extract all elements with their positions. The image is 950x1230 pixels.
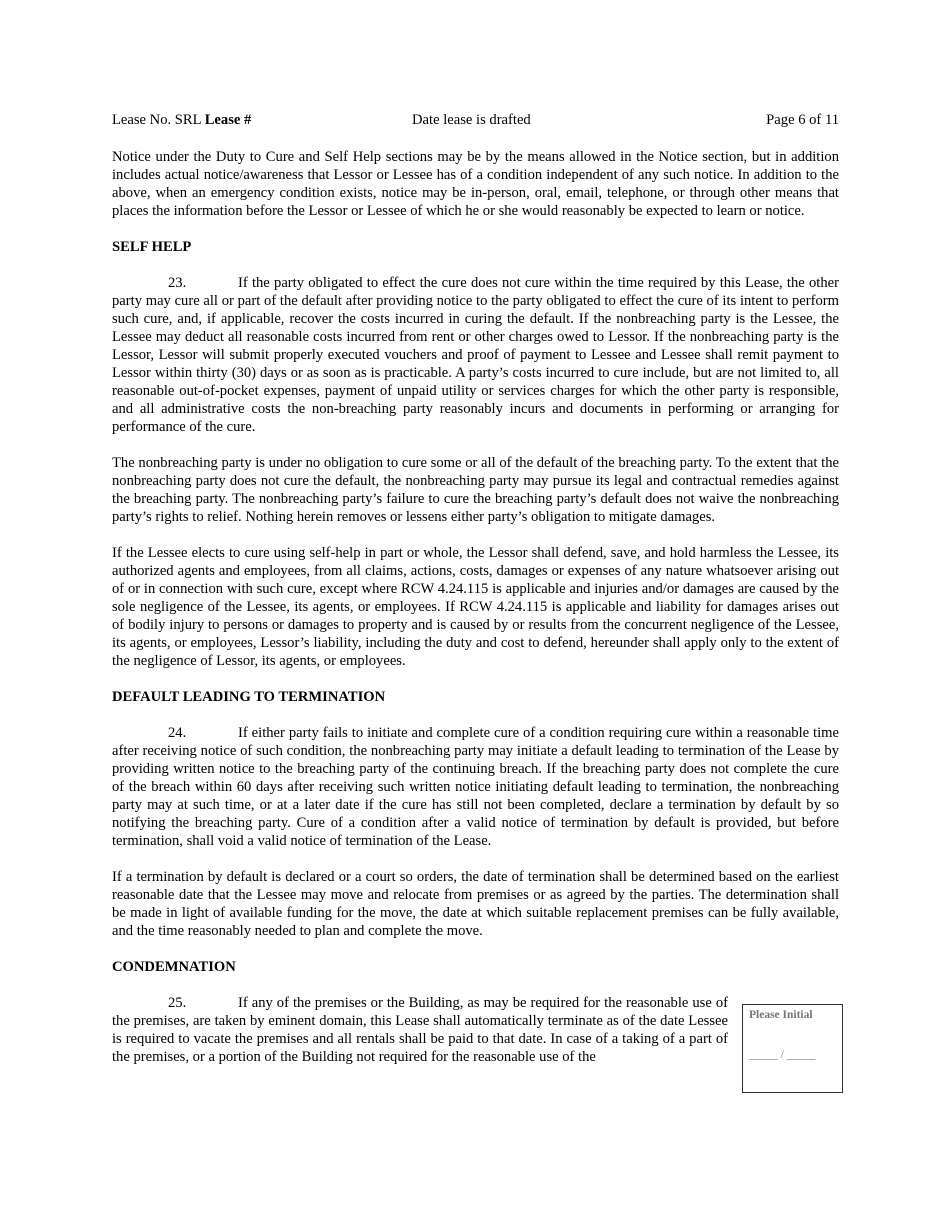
page-number: Page 6 of 11 xyxy=(766,112,839,128)
date-drafted-label: Date lease is drafted xyxy=(412,112,531,128)
notice-intro-paragraph: Notice under the Duty to Cure and Self Help sections may be by the means allowed in the Notice section, but in addition includes actual notice/awareness that Lessor or Lessee has of a condition independent of any such notice. In addition to the above, when an emergency condition exists, notice may be in-person, oral, email, telephone, or through other means that places the information before the Lessor or Lessee of which he or she would reasonably be expected to learn or notice. xyxy=(112,149,839,219)
section-number-23: 23. xyxy=(168,275,187,291)
document-body xyxy=(112,148,839,1084)
condemnation-paragraph-1 xyxy=(112,994,728,1066)
lease-number xyxy=(112,112,251,129)
condemnation-heading: CONDEMNATION xyxy=(112,959,236,975)
default-termination-paragraph-1 xyxy=(112,724,839,850)
self-help-heading: SELF HELP xyxy=(112,239,192,255)
self-help-paragraph-1 xyxy=(112,274,839,436)
please-initial-label: Please Initial xyxy=(749,1009,813,1021)
lease-number-field: Lease # xyxy=(204,112,252,128)
default-termination-text-1: If either party fails to initiate and complete cure of a condition requiring cure within a reasonable time after receiving notice of such condition, the nonbreaching party may initiate a default leading to termination of the Lease by providing written notice to the breaching party of the continuing breach. If the breaching party does not complete the cure of the breach within 60 days after receiving such written notice initiating default leading to termination, the nonbreaching party may at such time, or at a later date if the cure has still not been completed, declare a termination by default by so notifying the breaching party. Cure of a condition after a valid notice of termination by default is provided, but before termination, shall void a valid notice of termination of the Lease. xyxy=(112,725,839,849)
please-initial-box[interactable] xyxy=(742,1004,843,1093)
default-termination-paragraph-2: If a termination by default is declared or a court so orders, the date of termination shall be determined based on the earliest reasonable date that the Lessee may move and relocate from premises or as agreed by the parties. The determination shall be made in light of available funding for the move, the date at which suitable replacement premises can be fully available, and the time reasonably needed to plan and complete the move. xyxy=(112,869,839,939)
initial-signature-lines[interactable]: _____ / _____ xyxy=(749,1049,816,1061)
default-termination-heading: DEFAULT LEADING TO TERMINATION xyxy=(112,689,386,705)
section-number-25: 25. xyxy=(168,995,187,1011)
self-help-paragraph-3: If the Lessee elects to cure using self-help in part or whole, the Lessor shall defend, save, and hold harmless the Lessee, its authorized agents and employees, from all claims, actions, costs, damages or expenses of any nature whatsoever arising out of or in connection with such cure, except where RCW 4.24.115 is applicable and injuries and/or damages are caused by the sole negligence of the Lessee, its agents, or employees. If RCW 4.24.115 is applicable and liability for damages arises out of bodily injury to persons or damages to property and is caused by or results from the concurrent negligence of the Lessee, its agents, or employees, Lessor’s liability, including the duty and cost to defend, hereunder shall apply only to the extent of the negligence of Lessor, its agents, or employees. xyxy=(112,545,839,669)
self-help-text-1: If the party obligated to effect the cure does not cure within the time required by this Lease, the other party may cure all or part of the default after providing notice to the party obligated to effect the cure of its intent to perform such cure, and, if applicable, recover the costs incurred in curing the default. If the nonbreaching party is the Lessee, the Lessee may deduct all reasonable costs incurred from rent or other charges owed to Lessor. If the nonbreaching party is the Lessor, Lessor will submit properly executed vouchers and proof of payment to Lessee and Lessee shall remit payment to Lessor within thirty (30) days or as soon as is practicable. A party’s costs incurred to cure include, but are not limited to, all reasonable out-of-pocket expenses, payment of unpaid utility or services charges for which the other party is responsible, and all administrative costs the non-breaching party reasonably incurs and documents in performing or arranging for performance of the cure. xyxy=(112,275,839,435)
section-number-24: 24. xyxy=(168,725,187,741)
lease-number-prefix: Lease No. SRL xyxy=(112,112,202,128)
self-help-paragraph-2: The nonbreaching party is under no obligation to cure some or all of the default of the breaching party. To the extent that the nonbreaching party does not cure the default, the nonbreaching party may pursue its legal and contractual remedies against the breaching party. The nonbreaching party’s failure to cure the breaching party’s default does not waive the nonbreaching party’s rights to relief. Nothing herein removes or lessens either party’s obligation to mitigate damages. xyxy=(112,455,839,525)
condemnation-text-1: If any of the premises or the Building, as may be required for the reasonable use of the premises, are taken by eminent domain, this Lease shall automatically terminate as of the date Lessee is required to vacate the premises and all rentals shall be paid to that date. In case of a taking of a part of the premises, or a portion of the Building not required for the reasonable use of the xyxy=(112,995,728,1065)
page-header xyxy=(112,112,839,132)
